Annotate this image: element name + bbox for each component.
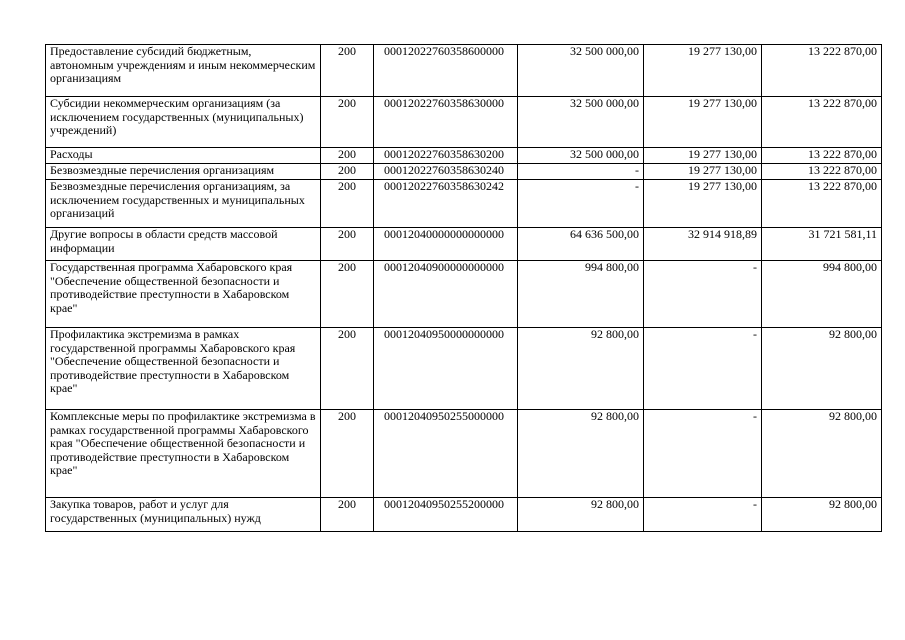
cell-line-code: 200	[321, 45, 374, 97]
budget-table-body	[46, 45, 882, 532]
cell-line-code: 200	[321, 228, 374, 261]
cell-line-code: 200	[321, 148, 374, 164]
cell-item-name: Комплексные меры по профилактике экстремизма в рамках государственной программы Хабаровского края "Обеспечение общественной безопасности и противодействие преступности в Хабаровском крае"	[46, 410, 321, 498]
cell-approved-amount: 92 800,00	[518, 328, 644, 410]
cell-unexecuted-amount: 13 222 870,00	[762, 148, 882, 164]
cell-line-code: 200	[321, 498, 374, 532]
table-row	[46, 228, 882, 261]
cell-executed-amount: -	[644, 328, 762, 410]
cell-executed-amount: 19 277 130,00	[644, 148, 762, 164]
cell-executed-amount: -	[644, 261, 762, 328]
cell-item-name: Другие вопросы в области средств массовой информации	[46, 228, 321, 261]
cell-approved-amount: 92 800,00	[518, 410, 644, 498]
cell-approved-amount: 32 500 000,00	[518, 45, 644, 97]
table-row	[46, 97, 882, 148]
cell-approved-amount: -	[518, 180, 644, 228]
cell-budget-code: 00012040950000000000	[374, 328, 518, 410]
table-row	[46, 261, 882, 328]
cell-budget-code: 00012040950255200000	[374, 498, 518, 532]
table-row	[46, 45, 882, 97]
cell-budget-code: 00012022760358630000	[374, 97, 518, 148]
cell-executed-amount: 32 914 918,89	[644, 228, 762, 261]
cell-approved-amount: 64 636 500,00	[518, 228, 644, 261]
cell-item-name: Безвозмездные перечисления организациям	[46, 164, 321, 180]
cell-approved-amount: 92 800,00	[518, 498, 644, 532]
cell-item-name: Профилактика экстремизма в рамках государственной программы Хабаровского края "Обеспечение общественной безопасности и противодействие преступности в Хабаровском крае"	[46, 328, 321, 410]
cell-executed-amount: -	[644, 498, 762, 532]
table-row	[46, 148, 882, 164]
cell-unexecuted-amount: 92 800,00	[762, 328, 882, 410]
cell-budget-code: 00012022760358630242	[374, 180, 518, 228]
cell-line-code: 200	[321, 97, 374, 148]
table-row	[46, 180, 882, 228]
table-row	[46, 164, 882, 180]
cell-approved-amount: -	[518, 164, 644, 180]
cell-line-code: 200	[321, 261, 374, 328]
cell-unexecuted-amount: 31 721 581,11	[762, 228, 882, 261]
cell-line-code: 200	[321, 164, 374, 180]
cell-item-name: Государственная программа Хабаровского края "Обеспечение общественной безопасности и противодействие преступности в Хабаровском крае"	[46, 261, 321, 328]
cell-item-name: Субсидии некоммерческим организациям (за исключением государственных (муниципальных) учреждений)	[46, 97, 321, 148]
cell-executed-amount: 19 277 130,00	[644, 180, 762, 228]
cell-executed-amount: 19 277 130,00	[644, 45, 762, 97]
cell-unexecuted-amount: 994 800,00	[762, 261, 882, 328]
table-row	[46, 410, 882, 498]
cell-budget-code: 00012022760358600000	[374, 45, 518, 97]
cell-line-code: 200	[321, 180, 374, 228]
cell-unexecuted-amount: 92 800,00	[762, 410, 882, 498]
cell-line-code: 200	[321, 410, 374, 498]
cell-budget-code: 00012040900000000000	[374, 261, 518, 328]
cell-item-name: Закупка товаров, работ и услуг для государственных (муниципальных) нужд	[46, 498, 321, 532]
table-row	[46, 328, 882, 410]
cell-unexecuted-amount: 13 222 870,00	[762, 164, 882, 180]
cell-unexecuted-amount: 13 222 870,00	[762, 97, 882, 148]
cell-budget-code: 00012022760358630240	[374, 164, 518, 180]
cell-unexecuted-amount: 13 222 870,00	[762, 45, 882, 97]
cell-approved-amount: 994 800,00	[518, 261, 644, 328]
cell-approved-amount: 32 500 000,00	[518, 148, 644, 164]
cell-item-name: Предоставление субсидий бюджетным, автономным учреждениям и иным некоммерческим организациям	[46, 45, 321, 97]
cell-budget-code: 00012022760358630200	[374, 148, 518, 164]
table-row	[46, 498, 882, 532]
budget-table	[45, 44, 882, 532]
cell-line-code: 200	[321, 328, 374, 410]
cell-unexecuted-amount: 13 222 870,00	[762, 180, 882, 228]
cell-executed-amount: -	[644, 410, 762, 498]
cell-item-name: Расходы	[46, 148, 321, 164]
cell-unexecuted-amount: 92 800,00	[762, 498, 882, 532]
cell-approved-amount: 32 500 000,00	[518, 97, 644, 148]
cell-budget-code: 00012040950255000000	[374, 410, 518, 498]
cell-budget-code: 00012040000000000000	[374, 228, 518, 261]
cell-item-name: Безвозмездные перечисления организациям, за исключением государственных и муниципальных организаций	[46, 180, 321, 228]
cell-executed-amount: 19 277 130,00	[644, 164, 762, 180]
cell-executed-amount: 19 277 130,00	[644, 97, 762, 148]
